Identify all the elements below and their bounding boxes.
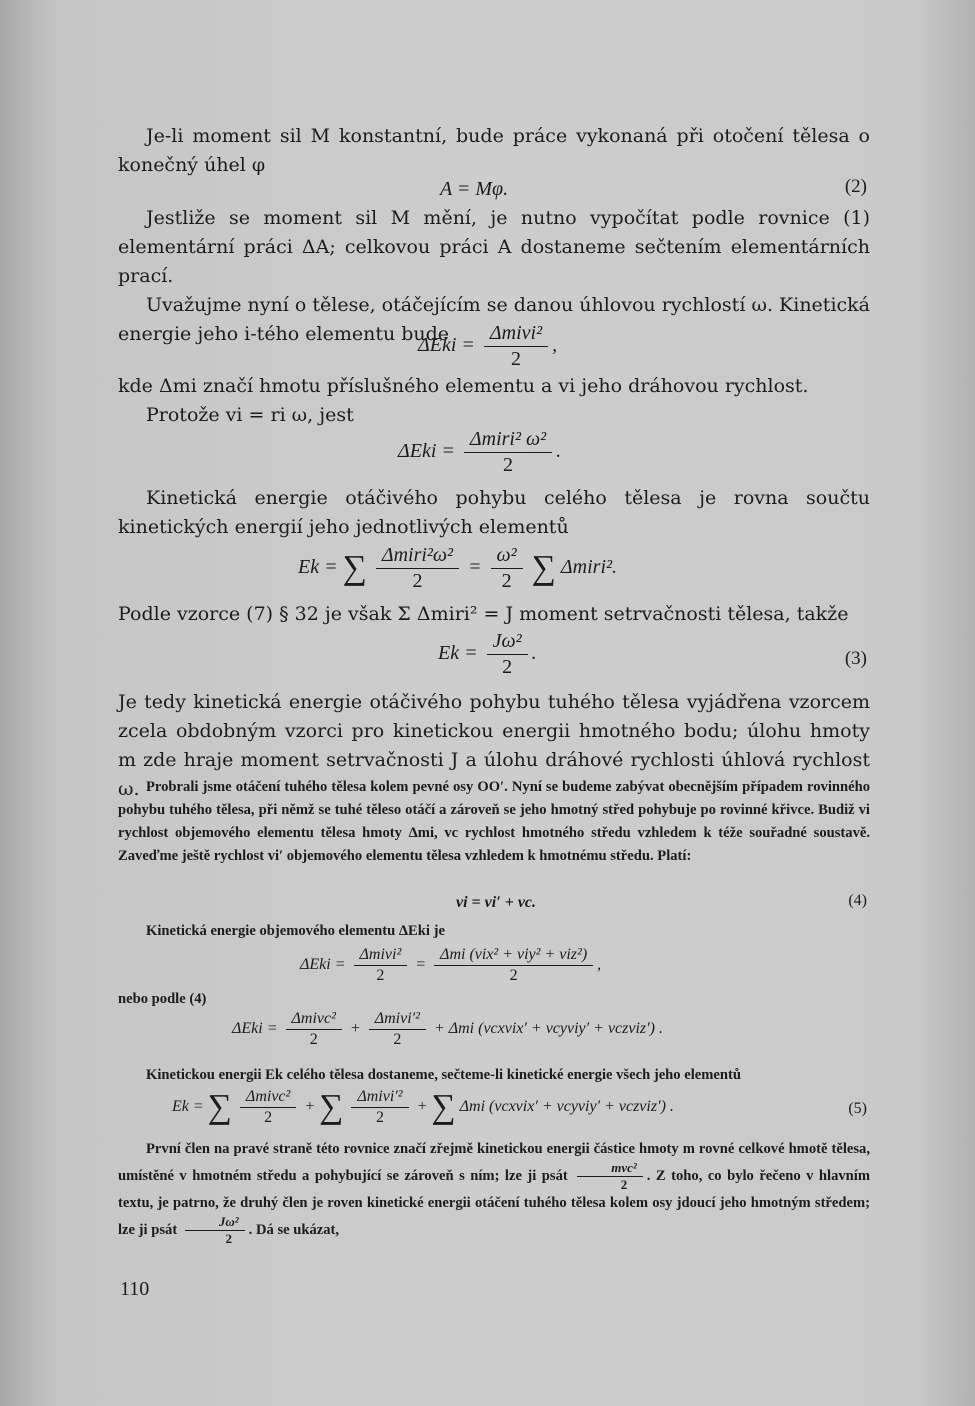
small-paragraph-4: Kinetickou energii Ek celého tělesa dostaneme, sečteme-li kinetické energie všech jeho elementů [146, 1067, 741, 1083]
paragraph-6: Kinetická energie otáčivého pohybu celého tělesa je rovna součtu kinetických energií jeho jednotlivých elementů [118, 487, 870, 538]
sum-sign: ∑ [431, 1088, 456, 1126]
equation-3-number: (3) [844, 648, 867, 669]
equation-ek-sum: Ek = ∑ $\frac{\text{Δmiri²ω²}}{2}$ = $\frac{\text{ω²}}{2}$ ∑ Δmiri². [298, 544, 617, 592]
paragraph-2: Jestliže se moment sil M mění, je nutno vypočítat podle rovnice (1) elementární práci ΔA; celkovou práci A dostaneme sečtením elementárních prací. Uvažujme nyní o tělese, otáčejícím se danou úhlovou rychlostí ω. Kinetická energie jeho i-tého elementu bude [118, 204, 870, 349]
equation-4: vi = vi′ + vc. [456, 894, 537, 911]
sum-sign: ∑ [342, 549, 367, 587]
small-paragraph-5: První člen na pravé straně této rovnice značí zřejmě kinetickou energii částice hmoty m rovné celkové hmotě tělesa, umístěné v hmotném středu a pohybující se zároveň s ním; lze ji psát $\frac{\text{mvc²}}{2}$ . Z toho, co bylo řečeno v hlavním textu, je patrno, že druhý člen je roven kinetické energii otáčení tuhého tělesa kolem osy jdoucí jeho hmotným středem; lze ji psát $\frac{\text{Jω²}}{2}$ . Dá se ukázat, [118, 1141, 870, 1246]
sum-sign: ∑ [207, 1088, 232, 1126]
equation-delta-eki-2: ΔEki = $\frac{\text{Δmiri² ω²}}{2}$ . [398, 428, 562, 476]
equation-5: Ek = ∑ $\frac{\text{Δmivc²}}{2}$ + ∑ $\frac{\text{Δmivi′²}}{2}$ + ∑ Δmi (vcxvix′ + vcyviy′ + vczviz′) . [172, 1088, 674, 1126]
equation-2: A = Mφ. [440, 178, 509, 200]
equation-3: Ek = $\frac{\text{Jω²}}{2}$ . [438, 630, 537, 678]
small-paragraph-1: Probrali jsme otáčení tuhého tělesa kolem pevné osy OO′. Nyní se budeme zabývat obecnějším případem rovinného pohybu tuhého tělesa, při němž se tuhé těleso otáčí a zároveň se jeho hmotný střed pohybuje po rovinné křivce. Budiž vi rychlost objemového elementu tělesa hmoty Δmi, vc rychlost hmotného středu vzhledem k téže souřadné soustavě. Zaveďme ještě rychlost vi′ objemového elementu tělesa vzhledem k hmotnému středu. Platí: [118, 779, 870, 864]
page-number: 110 [120, 1278, 150, 1300]
equation-5-number: (5) [848, 1100, 867, 1117]
paragraph-7: Podle vzorce (7) § 32 je však Σ Δmiri² = J moment setrvačnosti tělesa, takže [118, 603, 849, 625]
small-paragraph-2: Kinetická energie objemového elementu ΔEki je [146, 923, 445, 939]
equation-delta-eki-4: ΔEki = $\frac{\text{Δmivc²}}{2}$ + $\frac{\text{Δmivi′²}}{2}$ + Δmi (vcxvix′ + vcyviy′ + vczviz′) . [232, 1010, 663, 1048]
equation-2-number: (2) [844, 176, 867, 197]
paragraph-4: kde Δmi značí hmotu příslušného elementu a vi jeho dráhovou rychlost. Protože vi = ri ω, jest [118, 372, 870, 430]
paragraph-3: Uvažujme nyní o tělese, otáčejícím se danou úhlovou rychlostí ω. Kinetická energie jeho i-tého elementu bude [118, 294, 870, 345]
sum-sign: ∑ [531, 549, 556, 587]
sum-sign: ∑ [319, 1088, 344, 1126]
equation-4-number: (4) [848, 892, 867, 909]
paragraph-8: Je tedy kinetická energie otáčivého pohybu tuhého tělesa vyjádřena vzorcem zcela obdobným vzorci pro kinetickou energii hmotného bodu; úlohu hmoty m zde hraje moment setrvačnosti J a úlohu dráhové rychlosti úhlová rychlost ω. [118, 691, 870, 800]
paragraph-1: Je-li moment sil M konstantní, bude práce vykonaná při otočení tělesa o konečný úhel φ [118, 125, 870, 176]
equation-delta-eki-1: ΔEki = $\frac{\text{Δmivi²}}{2}$ , [418, 322, 558, 370]
small-paragraph-3: nebo podle (4) [118, 991, 207, 1007]
paragraph-5: Protože vi = ri ω, jest [146, 404, 354, 426]
equation-delta-eki-3: ΔEki = $\frac{\text{Δmivi²}}{2}$ = $\frac{\text{Δmi (vix² + viy² + viz²)}}{2}$ , [300, 946, 602, 984]
